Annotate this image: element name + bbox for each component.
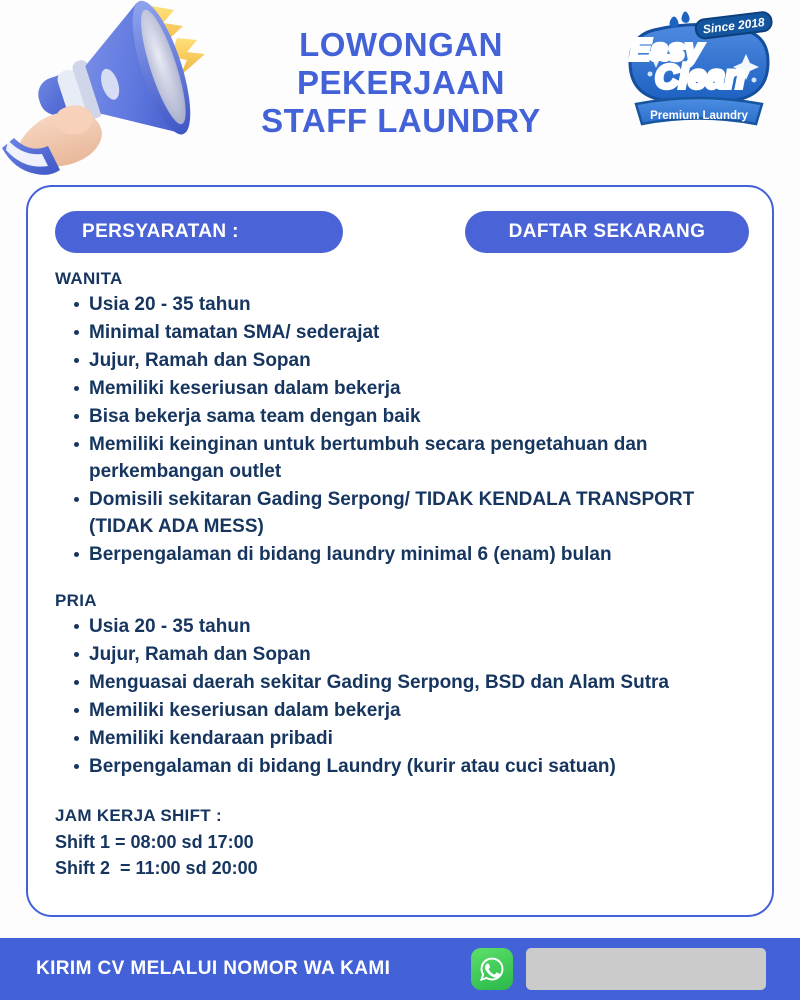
logo-ribbon-text: Premium Laundry [650,110,748,122]
group-heading-pria: PRIA [55,591,97,610]
title-line-2: PEKERJAAN [296,64,506,101]
poster-header [0,0,800,185]
bullet-dot [74,708,79,713]
list-item [74,431,754,485]
list-item [74,291,754,318]
persyaratan-pill [55,211,343,253]
group-wanita [55,269,754,568]
bullet-dot [74,330,79,335]
list-item-text: Usia 20 - 35 tahun [89,294,251,315]
list-item-text: Berpengalaman di bidang Laundry (kurir atau cuci satuan) [89,756,616,777]
shift-line-2: Shift 2 = 11:00 sd 20:00 [55,858,258,878]
list-item [74,541,754,568]
list-item [74,669,754,696]
list-item-text: Memiliki kendaraan pribadi [89,728,333,749]
list-item-text: Jujur, Ramah dan Sopan [89,350,311,371]
bullet-dot [74,497,79,502]
list-item [74,319,754,346]
persyaratan-label: PERSYARATAN : [82,221,239,242]
shift-title: JAM KERJA SHIFT : [55,806,222,825]
whatsapp-glyph [478,955,506,983]
requirements-content [55,269,754,881]
bullet-dot [74,442,79,447]
easy-clean-logo [614,8,784,143]
bullet-dot [74,736,79,741]
list-item-text: Minimal tamatan SMA/ sederajat [89,322,380,343]
list-item [74,403,754,430]
list-item-text: Jujur, Ramah dan Sopan [89,644,311,665]
logo-name-line2: Clean [655,58,745,95]
whatsapp-icon[interactable] [471,948,513,990]
title-line-3: STAFF LAUNDRY [261,102,541,139]
requirements-list-wanita [74,291,754,568]
list-item-text: Domisili sekitaran Gading Serpong/ TIDAK KENDALA TRANSPORT (TIDAK ADA MESS) [89,489,695,537]
list-item-text: Berpengalaman di bidang laundry minimal 6 (enam) bulan [89,544,612,565]
list-item-text: Memiliki keseriusan dalam bekerja [89,700,401,721]
title-line-1: LOWONGAN [299,26,503,63]
list-item [74,347,754,374]
contact-footer [0,938,800,1000]
list-item [74,697,754,724]
daftar-sekarang-button[interactable] [465,211,749,253]
bullet-dot [74,552,79,557]
page-title [236,26,566,140]
phone-number-field[interactable] [526,948,766,990]
list-item-text: Bisa bekerja sama team dengan baik [89,406,421,427]
bullet-dot [74,652,79,657]
bullet-dot [74,764,79,769]
group-heading-wanita: WANITA [55,269,123,288]
pill-row [55,211,749,253]
section-gap [55,569,754,591]
list-item-text: Usia 20 - 35 tahun [89,616,251,637]
bullet-dot [74,386,79,391]
daftar-sekarang-label: DAFTAR SEKARANG [508,221,706,242]
bullet-dot [74,414,79,419]
list-item [74,725,754,752]
megaphone-icon [2,0,232,191]
list-item [74,613,754,640]
bullet-dot [74,624,79,629]
list-item-text: Memiliki keinginan untuk bertumbuh secara pengetahuan dan perkembangan outlet [89,434,648,482]
bullet-dot [74,358,79,363]
list-item [74,753,754,780]
list-item-text: Memiliki keseriusan dalam bekerja [89,378,401,399]
group-pria [55,591,754,780]
list-item [74,375,754,402]
list-item-text: Menguasai daerah sekitar Gading Serpong, BSD dan Alam Sutra [89,672,669,693]
logo-name-line1: Easy [629,32,703,67]
footer-text: KIRIM CV MELALUI NOMOR WA KAMI [36,958,391,979]
bullet-dot [74,680,79,685]
list-item [74,486,754,540]
requirements-list-pria [74,613,754,780]
list-item [74,641,754,668]
requirements-card [26,185,774,917]
bullet-dot [74,302,79,307]
shift-line-1: Shift 1 = 08:00 sd 17:00 [55,832,254,852]
shift-schedule [55,806,754,881]
logo-since-text: Since 2018 [702,15,766,37]
